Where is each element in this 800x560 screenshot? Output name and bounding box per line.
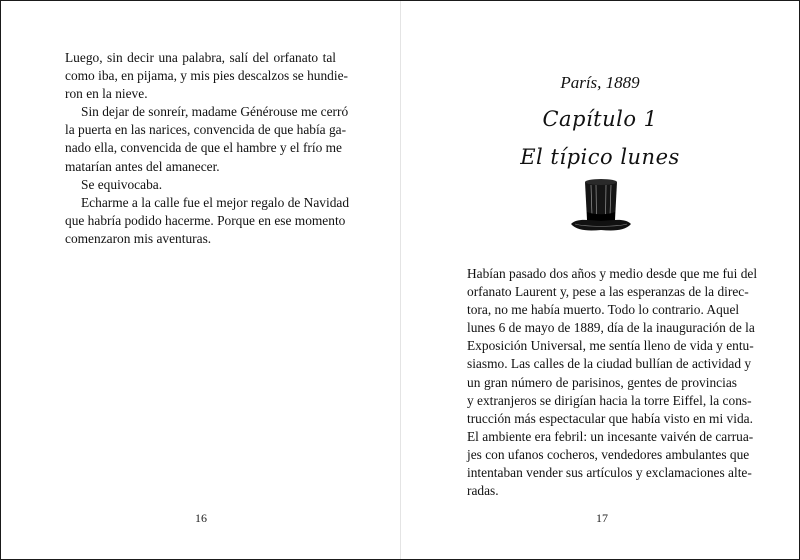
- text-line: El ambiente era febril: un incesante vaivén de carrua-: [467, 428, 754, 444]
- top-hat-icon: [567, 176, 635, 234]
- text-line: Echarme a la calle fue el mejor regalo de Navidad: [81, 194, 350, 210]
- text-line: trucción más espectacular que había visto en mi vida.: [467, 410, 753, 426]
- right-page: [401, 1, 799, 559]
- text-line: Habían pasado dos años y medio desde que me fui del: [467, 266, 758, 281]
- chapter-number: Capítulo 1: [542, 107, 658, 131]
- text-line: jes con ufanos cocheros, vendedores ambulantes que: [467, 446, 750, 462]
- text-line: Se equivocaba.: [81, 176, 163, 192]
- page-number: 17: [596, 511, 608, 525]
- text-line: Sin dejar de sonreír, madame Générouse me cerró: [81, 104, 349, 120]
- text-line: que habría podido hacerme. Porque en ese momento: [65, 212, 346, 228]
- text-line: ron en la nieve.: [65, 86, 148, 102]
- text-line: matarían antes del amanecer.: [65, 158, 220, 174]
- text-line: lunes 6 de mayo de 1889, día de la inauguración de la: [467, 320, 755, 336]
- left-page: [1, 1, 400, 559]
- text-line: la puerta en las narices, convencida de que había ga-: [65, 122, 347, 138]
- text-line: Luego, sin decir una palabra, salí del orfanato tal: [65, 50, 336, 65]
- text-line: y extranjeros se dirigían hacia la torre Eiffel, la cons-: [467, 392, 752, 408]
- text-line: tora, no me había muerto. Todo lo contrario. Aquel: [467, 302, 740, 318]
- text-line: nado ella, convencida de que el hambre y el frío me: [65, 140, 342, 156]
- right-page-body: [467, 265, 758, 500]
- page-number: 16: [195, 511, 207, 525]
- text-line: Exposición Universal, me sentía lleno de vida y entu-: [467, 338, 754, 354]
- text-line: un gran número de parisinos, gentes de provincias: [467, 374, 737, 390]
- chapter-title: El típico lunes: [520, 145, 680, 169]
- left-page-body: [65, 49, 350, 248]
- text-line: radas.: [467, 483, 499, 499]
- chapter-place-date: París, 1889: [560, 73, 640, 92]
- text-line: como iba, en pijama, y mis pies descalzos se hundie-: [65, 68, 348, 84]
- text-line: intentaban vender sus artículos y exclamaciones alte-: [467, 465, 752, 481]
- text-line: orfanato Laurent y, pese a las esperanzas de la direc-: [467, 284, 749, 300]
- text-line: comenzaron mis aventuras.: [65, 230, 212, 246]
- text-line: siasmo. Las calles de la ciudad bullían de actividad y: [467, 356, 752, 372]
